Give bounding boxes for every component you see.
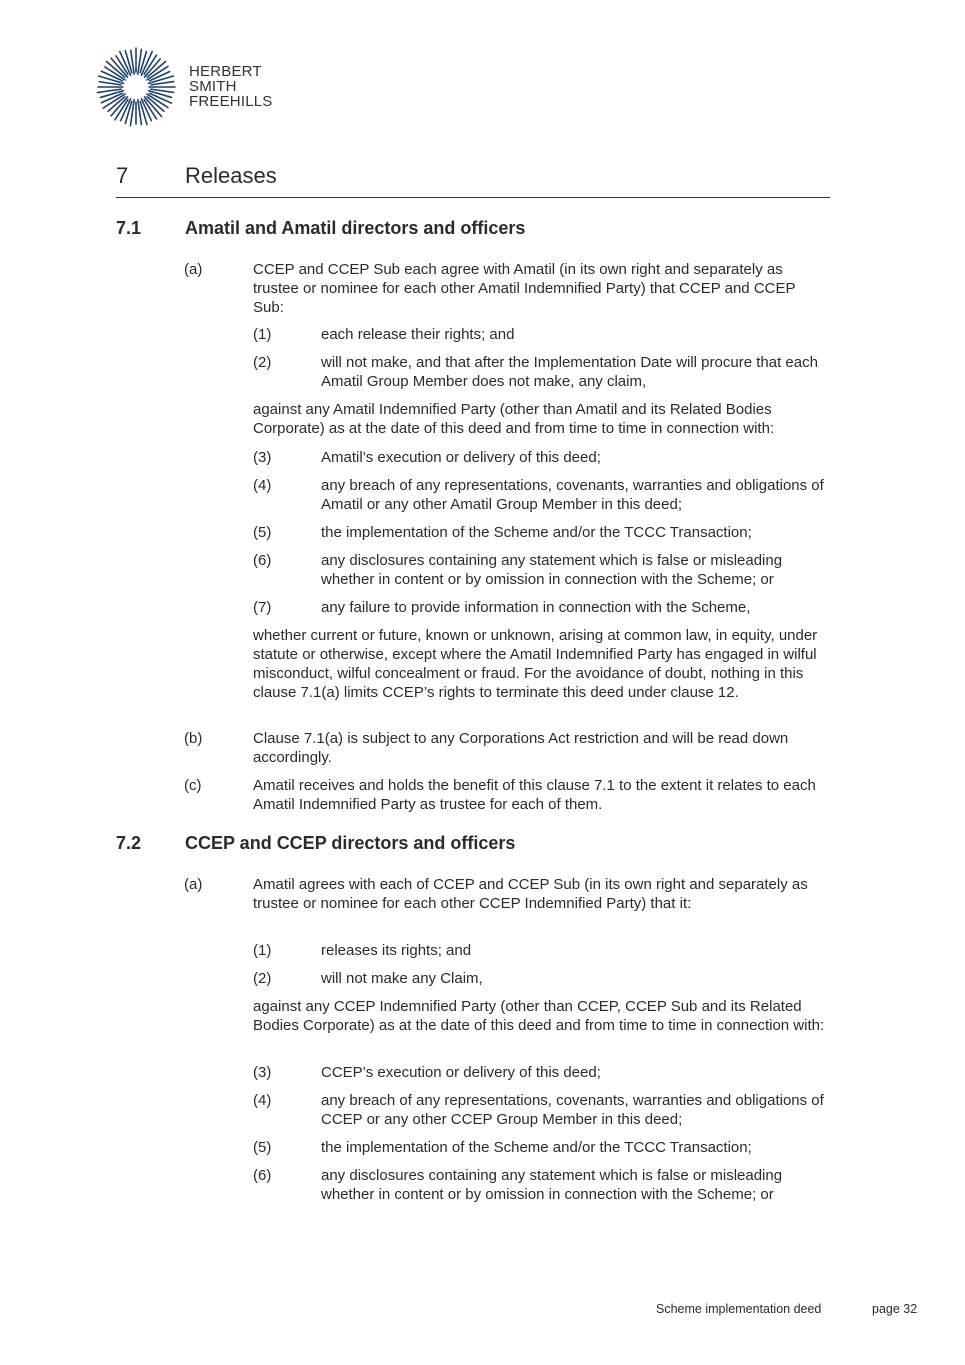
logo-line-2: SMITH [189, 78, 237, 95]
logo-line-1: HERBERT [189, 63, 262, 80]
item-text: any breach of any representations, covenants, warranties and obligations of CCEP or any other CCEP Group Member in this deed; [321, 1092, 824, 1128]
item-text: each release their rights; and [321, 326, 515, 343]
clause-text: Amatil agrees with each of CCEP and CCEP Sub (in its own right and separately as trustee or nominee for each other CCEP Indemnified Party) that it: [253, 876, 808, 912]
item-label: (6) [253, 1167, 272, 1184]
clause-text: CCEP and CCEP Sub each agree with Amatil (in its own right and separately as trustee or nominee for each other Amatil Indemnified Party) that CCEP and CCEP Sub: [253, 261, 796, 316]
item-label: (4) [253, 477, 272, 494]
clause-text: Amatil receives and holds the benefit of this clause 7.1 to the extent it relates to each Amatil Indemnified Party as trustee for each of them. [253, 777, 816, 813]
section-heading-7-1 [116, 218, 526, 239]
item-text: CCEP’s execution or delivery of this deed; [321, 1064, 601, 1081]
item-label: (5) [253, 524, 272, 541]
clause-text: Clause 7.1(a) is subject to any Corporations Act restriction and will be read down accordingly. [253, 730, 789, 766]
section-number: 7.2 [116, 833, 142, 853]
item-label: (5) [253, 1139, 272, 1156]
item-label: (2) [253, 354, 272, 371]
item-label: (1) [253, 942, 272, 959]
clause-continuation: against any Amatil Indemnified Party (other than Amatil and its Related Bodies Corporate) as at the date of this deed and from time to time in connection with: [253, 401, 775, 437]
clause-label: (b) [184, 730, 203, 747]
item-text: any failure to provide information in connection with the Scheme, [321, 599, 751, 616]
section-title: CCEP and CCEP directors and officers [185, 833, 516, 853]
clause-continuation: whether current or future, known or unknown, arising at common law, in equity, under statute or otherwise, except where the Amatil Indemnified Party has engaged in wilful misconduct, wilful concealment or fraud. For the avoidance of doubt, nothing in this clause 7.1(a) limits CCEP’s rights to terminate this deed under clause 12. [253, 627, 818, 701]
item-label: (3) [253, 449, 272, 466]
logo-line-3: FREEHILLS [189, 93, 273, 110]
company-logo [95, 46, 285, 128]
item-label: (4) [253, 1092, 272, 1109]
item-text: any disclosures containing any statement which is false or misleading whether in content or by omission in connection with the Scheme; or [321, 552, 783, 588]
clause-label: (a) [184, 876, 203, 893]
sunburst-logo-icon [95, 46, 177, 128]
item-label: (3) [253, 1064, 272, 1081]
item-text: the implementation of the Scheme and/or the TCCC Transaction; [321, 524, 752, 541]
section-heading-7-2 [116, 833, 516, 854]
item-label: (2) [253, 970, 272, 987]
item-text: will not make, and that after the Implementation Date will procure that each Amatil Group Member does not make, any claim, [321, 354, 818, 390]
item-text: will not make any Claim, [321, 970, 483, 987]
item-text: the implementation of the Scheme and/or the TCCC Transaction; [321, 1139, 752, 1156]
footer-document-title: Scheme implementation deed [656, 1302, 822, 1316]
clause-label: (c) [184, 777, 202, 794]
item-label: (6) [253, 552, 272, 569]
chapter-title: Releases [185, 163, 277, 188]
item-label: (1) [253, 326, 272, 343]
logo-wordmark [189, 64, 273, 109]
section-number: 7.1 [116, 218, 142, 238]
section-title: Amatil and Amatil directors and officers [185, 218, 526, 238]
footer-page-number: page 32 [872, 1302, 918, 1316]
item-text: releases its rights; and [321, 942, 472, 959]
item-label: (7) [253, 599, 272, 616]
item-text: any disclosures containing any statement which is false or misleading whether in content or by omission in connection with the Scheme; or [321, 1167, 783, 1203]
item-text: Amatil’s execution or delivery of this deed; [321, 449, 601, 466]
chapter-heading [116, 163, 830, 198]
chapter-number: 7 [116, 163, 129, 188]
item-text: any breach of any representations, covenants, warranties and obligations of Amatil or any other Amatil Group Member in this deed; [321, 477, 824, 513]
clause-label: (a) [184, 261, 203, 278]
clause-continuation: against any CCEP Indemnified Party (other than CCEP, CCEP Sub and its Related Bodies Corporate) as at the date of this deed and from time to time in connection with: [253, 998, 825, 1034]
